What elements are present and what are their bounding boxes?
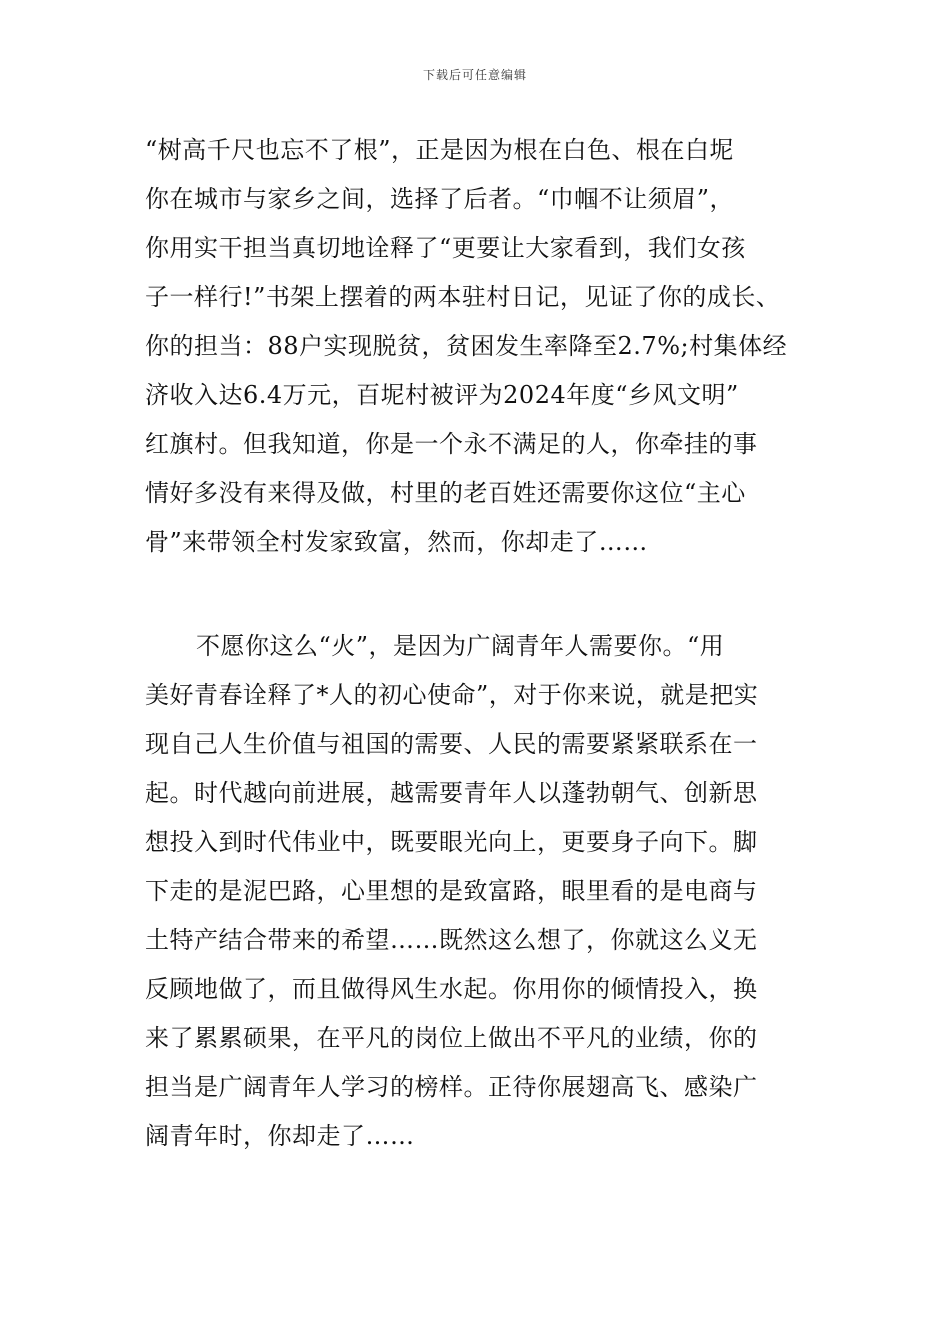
text-line: 美好青春诠释了*人的初心使命”，对于你来说，就是把实 [145,681,759,709]
text-line: 子一样行!”书架上摆着的两本驻村日记，见证了你的成长、 [145,283,781,311]
text-line: 你的担当：88户实现脱贫，贫困发生率降至2.7%;村集体经 [145,332,788,360]
text-line: 来了累累硕果，在平凡的岗位上做出不平凡的业绩，你的 [145,1024,758,1052]
text-line: 下走的是泥巴路，心里想的是致富路，眼里看的是电商与 [145,877,758,905]
text-line: 担当是广阔青年人学习的榜样。正待你展翅高飞、感染广 [145,1073,758,1101]
text-line: “树高千尺也忘不了根”，正是因为根在白色、根在白坭 [145,136,735,164]
text-line: 你在城市与家乡之间，选择了后者。“巾帼不让须眉”， [145,185,735,213]
text-line: 现自己人生价值与祖国的需要、人民的需要紧紧联系在一 [145,730,758,758]
text-line: 红旗村。但我知道，你是一个永不满足的人，你牵挂的事 [145,430,758,458]
text-line: 想投入到时代伟业中，既要眼光向上，更要身子向下。脚 [145,828,758,856]
text-line: 起。时代越向前进展，越需要青年人以蓬勃朝气、创新思 [145,779,758,807]
page-header: 下载后可任意编辑 [422,68,527,82]
text-line: 土特产结合带来的希望……既然这么想了，你就这么义无 [145,926,758,954]
text-line: 济收入达6.4万元，百坭村被评为2024年度“乡风文明” [145,381,739,409]
text-line: 你用实干担当真切地诠释了“更要让大家看到，我们女孩 [145,234,746,262]
text-line: 骨”来带领全村发家致富，然而，你却走了…… [145,528,648,556]
text-line: 反顾地做了，而且做得风生水起。你用你的倾情投入，换 [145,975,758,1003]
text-line: 阔青年时，你却走了…… [145,1122,415,1150]
text-line: 情好多没有来得及做，村里的老百姓还需要你这位“主心 [145,479,746,507]
text-line: 不愿你这么“火”，是因为广阔青年人需要你。“用 [196,632,725,660]
